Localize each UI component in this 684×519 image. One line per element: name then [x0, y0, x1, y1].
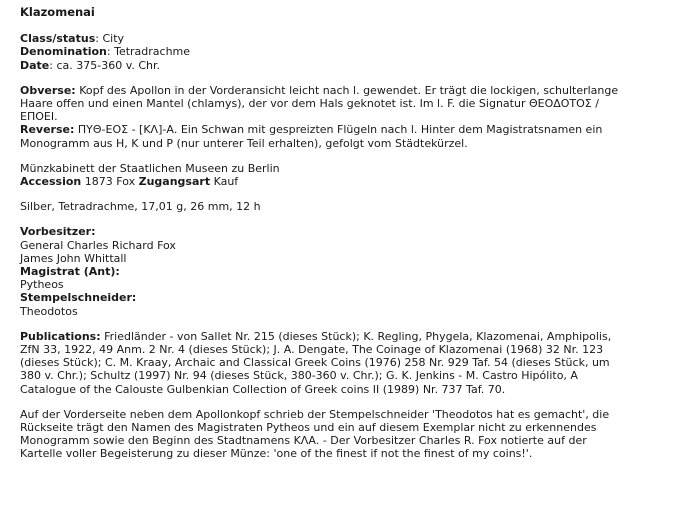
- class-row: [20, 32, 676, 45]
- class-label: Class/status: [20, 32, 96, 46]
- vorbesitzer-label: Vorbesitzer:: [20, 225, 96, 239]
- class-value: City: [102, 32, 125, 46]
- colon: :: [106, 45, 115, 59]
- publications-label: Publications:: [20, 329, 101, 343]
- colon: :: [49, 58, 57, 72]
- publications-line-1: Friedländer - von Sallet Nr. 215 (dieses Stück); K. Regling, Phygela, Klazomenai, Amphipolis,: [104, 329, 612, 343]
- reverse-label: Reverse:: [20, 123, 75, 137]
- colon: :: [95, 32, 103, 46]
- accession-label: Accession: [20, 175, 82, 189]
- vorbesitzer-name-2: James John Whittall: [20, 251, 127, 265]
- reverse-line-2: Monogramm aus H, K und P (nur unterer Teil erhalten), gefolgt vom Städtekürzel.: [20, 136, 468, 150]
- commentary-line-3: Monogramm sowie den Beginn des Stadtnamens ΚΛΑ. - Der Vorbesitzer Charles R. Fox notierte auf der: [20, 434, 587, 448]
- stempelschneider-label: Stempelschneider:: [20, 291, 137, 305]
- commentary-line-4: Kartelle voller Begeisterung zu dieser Münze: 'one of the finest if not the finest of my coins!'.: [20, 447, 533, 461]
- physical-description: Silber, Tetradrachme, 17,01 g, 26 mm, 12 h: [20, 200, 261, 214]
- obverse-line-3: ΕΠΟΕΙ.: [20, 110, 58, 124]
- magistrat-value: Pytheos: [20, 278, 64, 292]
- provenance-block: [20, 225, 676, 317]
- publications-line-5: Catalogue of the Calouste Gulbenkian Collection of Greek coins II (1989) Nr. 737 Taf. 70.: [20, 382, 506, 396]
- magistrat-label: Magistrat (Ant):: [20, 265, 120, 279]
- accession-value: 1873 Fox: [84, 175, 136, 189]
- zugangsart-value: Kauf: [213, 175, 239, 189]
- publications-line-3: (dieses Stück); C. M. Kraay, Archaic and Classical Greek Coins (1976) 258 Nr. 929 Taf. 54 (dieses Stück, um: [20, 356, 610, 370]
- date-row: [20, 59, 676, 72]
- date-value: ca. 375-360 v. Chr.: [56, 58, 161, 72]
- accession-row: [20, 175, 676, 188]
- meta-block: [20, 32, 676, 72]
- obverse-label: Obverse:: [20, 83, 76, 97]
- date-label: Date: [20, 58, 50, 72]
- commentary-line-1: Auf der Vorderseite neben dem Apollonkopf schrieb der Stempelschneider 'Theodotos hat es gemacht', die: [20, 407, 610, 421]
- denomination-label: Denomination: [20, 45, 107, 59]
- museum-name: Münzkabinett der Staatlichen Museen zu Berlin: [20, 161, 280, 175]
- coin-record: [20, 6, 676, 461]
- zugangsart-label: Zugangsart: [138, 175, 211, 189]
- vorbesitzer-name-1: General Charles Richard Fox: [20, 238, 176, 252]
- obverse-description: [20, 84, 676, 124]
- denomination-row: [20, 45, 676, 58]
- commentary-block: [20, 408, 676, 461]
- denomination-value: Tetradrachme: [114, 45, 191, 59]
- obverse-line-1: Kopf des Apollon in der Vorderansicht leicht nach l. gewendet. Er trägt die lockigen, schulterlange: [79, 83, 619, 97]
- reverse-line-1: ΠΥΘ-ΕΟΣ - [ΚΛ]-Α. Ein Schwan mit gespreizten Flügeln nach l. Hinter dem Magistratsnamen ein: [77, 123, 603, 137]
- stempelschneider-value: Theodotos: [20, 304, 78, 318]
- page-title: Klazomenai: [20, 5, 95, 19]
- commentary-line-2: Rückseite trägt den Namen des Magistraten Pytheos und ein auf diesem Exemplar nicht zu erkennendes: [20, 421, 597, 435]
- publications-block: [20, 330, 676, 396]
- reverse-description: [20, 123, 676, 149]
- publications-line-4: 380 v. Chr.); Schultz (1997) Nr. 94 (dieses Stück, 380-360 v. Chr.); G. K. Jenkins - M. Castro Hipólito, A: [20, 369, 578, 383]
- obverse-line-2: Haare offen und einen Mantel (chlamys), der vor dem Hals geknotet ist. Im l. F. die Signatur ΘΕΟΔΟΤΟΣ /: [20, 97, 599, 111]
- publications-line-2: ZfN 33, 1922, 49 Anm. 2 Nr. 4 (dieses Stück); J. A. Dengate, The Coinage of Klazomenai (1968) 32 Nr. 123: [20, 343, 604, 357]
